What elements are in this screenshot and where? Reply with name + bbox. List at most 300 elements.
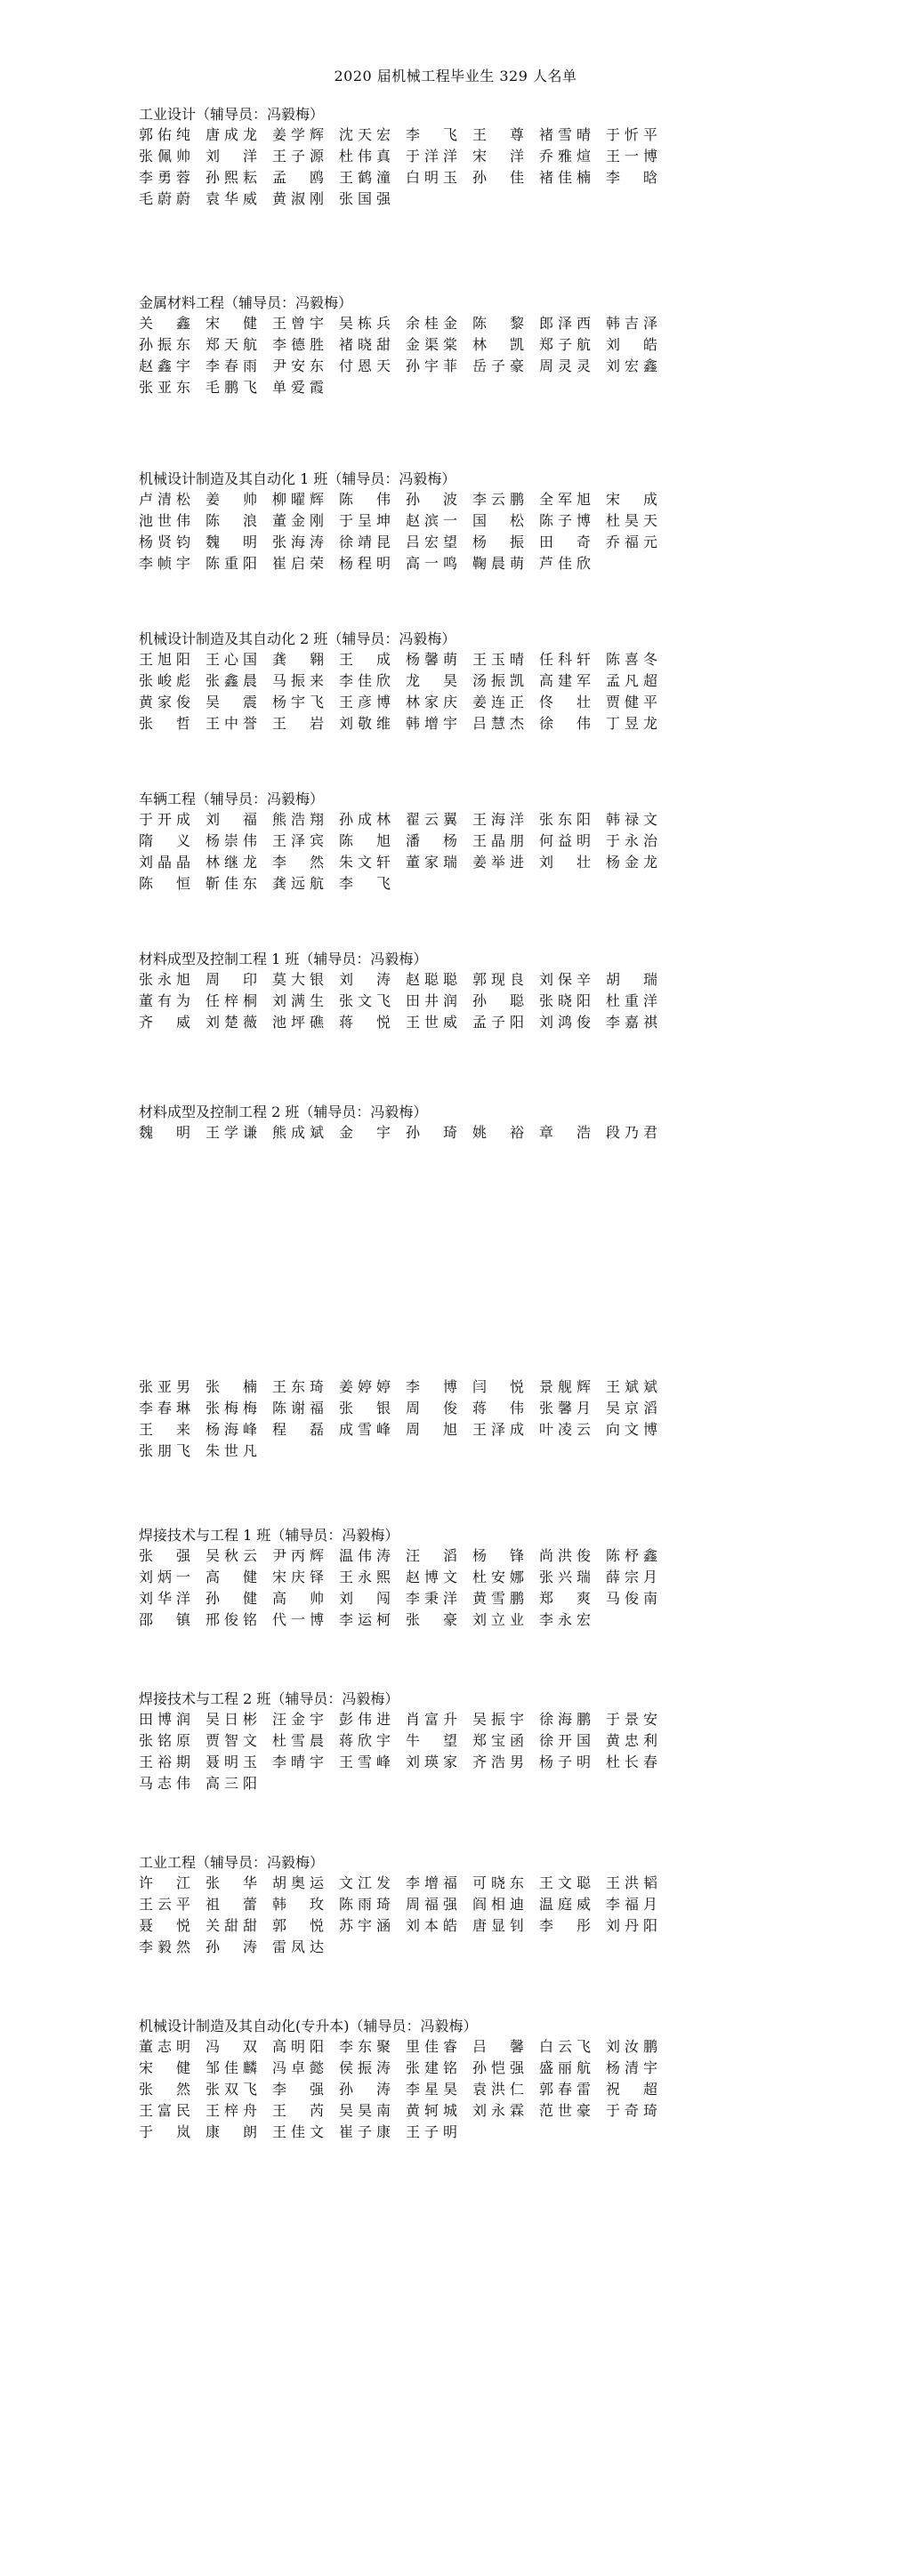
student-name: 张 豪 [406, 1611, 457, 1628]
student-name: 杜雪晨 [272, 1732, 324, 1749]
student-name: 杜重洋 [606, 992, 657, 1009]
student-name: 李佳欣 [339, 672, 391, 689]
student-name: 王永熙 [339, 1569, 391, 1585]
student-name: 吕 馨 [472, 2038, 524, 2055]
student-name: 林继龙 [206, 854, 257, 871]
student-name: 魏 明 [139, 1124, 190, 1141]
student-name: 靳佳东 [206, 875, 257, 892]
student-name: 张鑫晨 [206, 672, 257, 689]
student-name: 陈谢福 [272, 1400, 324, 1416]
student-name: 王云平 [139, 1896, 190, 1913]
student-name: 张东阳 [539, 811, 591, 828]
name-row [139, 713, 815, 734]
student-name: 王子源 [272, 148, 324, 165]
student-name: 袁华威 [206, 190, 257, 207]
student-name: 马俊南 [606, 1590, 657, 1607]
student-name: 杜长春 [606, 1753, 657, 1770]
name-row [139, 1773, 815, 1794]
student-name: 范世豪 [539, 2102, 591, 2119]
student-name: 刘保辛 [539, 971, 591, 988]
student-name: 里佳睿 [406, 2038, 457, 2055]
name-row [139, 1915, 815, 1937]
name-list-section [139, 1689, 815, 1794]
student-name: 宋 洋 [472, 148, 524, 165]
name-row [139, 334, 815, 356]
student-name: 陈雨琦 [339, 1896, 391, 1913]
student-name: 李德胜 [272, 336, 324, 353]
student-name: 肖富升 [406, 1711, 457, 1728]
student-name: 赵博文 [406, 1569, 457, 1585]
name-row [139, 1709, 815, 1730]
student-name: 可晓东 [472, 1874, 524, 1891]
student-name: 刘宏鑫 [606, 357, 657, 374]
student-name: 姜婷婷 [339, 1378, 391, 1395]
name-row [139, 1440, 815, 1462]
student-name: 鞠晨萌 [472, 555, 524, 572]
student-name: 褚佳楠 [539, 169, 591, 186]
student-name: 池世伟 [139, 512, 190, 529]
student-name: 刘瑛家 [406, 1753, 457, 1770]
student-name: 李星昊 [406, 2081, 457, 2098]
student-name: 张 楠 [206, 1378, 257, 1395]
student-name: 张双飞 [206, 2081, 257, 2098]
name-row [139, 692, 815, 713]
student-name: 李东聚 [339, 2038, 391, 2055]
student-name: 杜昊天 [606, 512, 657, 529]
name-list-section [139, 469, 815, 574]
student-name: 王彦博 [339, 694, 391, 710]
student-name: 郑宝函 [472, 1732, 524, 1749]
student-name: 尚洪俊 [539, 1547, 591, 1564]
student-name: 李云鹏 [472, 491, 524, 508]
student-name: 杜安娜 [472, 1569, 524, 1585]
student-name: 张 哲 [139, 715, 190, 732]
student-name: 孙 涛 [206, 1938, 257, 1955]
student-name: 杨子明 [539, 1753, 591, 1770]
student-name: 关甜甜 [206, 1917, 257, 1934]
student-name: 王佳文 [272, 2123, 324, 2140]
student-name: 周灵灵 [539, 357, 591, 374]
student-name: 王 来 [139, 1421, 190, 1438]
student-name: 韩禄文 [606, 811, 657, 828]
student-name: 王旭阳 [139, 651, 190, 668]
student-name: 韩增宇 [406, 715, 457, 732]
student-name: 张文飞 [339, 992, 391, 1009]
student-name: 乔福元 [606, 534, 657, 550]
student-name: 王 尊 [472, 126, 524, 143]
student-name: 张馨月 [539, 1400, 591, 1416]
student-name: 孙振东 [139, 336, 190, 353]
student-name: 刘满生 [272, 992, 324, 1009]
student-name: 唐显钊 [472, 1917, 524, 1934]
student-name: 孙 聪 [472, 992, 524, 1009]
student-name: 孙恺强 [472, 2059, 524, 2076]
name-row [139, 510, 815, 532]
student-name: 孙成林 [339, 811, 391, 828]
student-name: 王斌斌 [606, 1378, 657, 1395]
name-list-section [139, 2017, 815, 2143]
student-name: 孙宇菲 [406, 357, 457, 374]
student-name: 吴日彬 [206, 1711, 257, 1728]
student-name: 任科轩 [539, 651, 591, 668]
student-name: 于洋洋 [406, 148, 457, 165]
student-name: 刘 福 [206, 811, 257, 828]
student-name: 周 印 [206, 971, 257, 988]
student-name: 聂 悦 [139, 1917, 190, 1934]
student-name: 王洪韬 [606, 1874, 657, 1891]
name-list-section [139, 630, 815, 734]
student-name: 唐成龙 [206, 126, 257, 143]
student-name: 莫大银 [272, 971, 324, 988]
name-list-section [139, 950, 815, 1033]
student-name: 杨海峰 [206, 1421, 257, 1438]
student-name: 杨 振 [472, 534, 524, 550]
student-name: 齐 威 [139, 1014, 190, 1031]
student-name: 代一博 [272, 1611, 324, 1628]
name-row [139, 852, 815, 873]
student-name: 于忻平 [606, 126, 657, 143]
student-name: 黄淑刚 [272, 190, 324, 207]
student-name: 蒋 悦 [339, 1014, 391, 1031]
student-name: 陈喜冬 [606, 651, 657, 668]
student-name: 池坪礁 [272, 1014, 324, 1031]
student-name: 汤振凯 [472, 672, 524, 689]
student-name: 佟 壮 [539, 694, 591, 710]
student-name: 冯卓懿 [272, 2059, 324, 2076]
student-name: 王心国 [206, 651, 257, 668]
student-name: 蒋欣宇 [339, 1732, 391, 1749]
student-name: 周福强 [406, 1896, 457, 1913]
student-name: 张 然 [139, 2081, 190, 2098]
student-name: 魏 明 [206, 534, 257, 550]
student-name: 杨馨萌 [406, 651, 457, 668]
student-name: 张建铭 [406, 2059, 457, 2076]
name-list-section [139, 293, 815, 398]
student-name: 郑 爽 [539, 1590, 591, 1607]
student-name: 陈 恒 [139, 875, 190, 892]
student-name: 刘丹阳 [606, 1917, 657, 1934]
student-name: 祝 超 [606, 2081, 657, 2098]
name-row [139, 2100, 815, 2122]
student-name: 张永旭 [139, 971, 190, 988]
name-row [139, 809, 815, 831]
name-row [139, 831, 815, 852]
student-name: 王中誉 [206, 715, 257, 732]
student-name: 吴栋兵 [339, 315, 391, 332]
student-name: 张 强 [139, 1547, 190, 1564]
student-name: 翟云翼 [406, 811, 457, 828]
student-name: 侯振涛 [339, 2059, 391, 2076]
student-name: 李勇蓉 [139, 169, 190, 186]
student-name: 杨 锋 [472, 1547, 524, 1564]
student-name: 田 奇 [539, 534, 591, 550]
student-name: 刘 壮 [539, 854, 591, 871]
student-name: 刘 皓 [606, 336, 657, 353]
student-name: 高 帅 [272, 1590, 324, 1607]
student-name: 徐 伟 [539, 715, 591, 732]
student-name: 于开成 [139, 811, 190, 828]
name-row [139, 124, 815, 146]
student-name: 周 旭 [406, 1421, 457, 1438]
name-row [139, 146, 815, 167]
student-name: 李春琳 [139, 1400, 190, 1416]
student-name: 赵聪聪 [406, 971, 457, 988]
student-name: 马振来 [272, 672, 324, 689]
student-name: 程 磊 [272, 1421, 324, 1438]
student-name: 姚 裕 [472, 1124, 524, 1141]
student-name: 王 芮 [272, 2102, 324, 2119]
student-name: 朱文轩 [339, 854, 391, 871]
student-name: 王 成 [339, 651, 391, 668]
name-row [139, 1419, 815, 1440]
student-name: 金 宇 [339, 1124, 391, 1141]
student-name: 陈 旭 [339, 832, 391, 849]
student-name: 黄雪鹏 [472, 1590, 524, 1607]
student-name: 王梓舟 [206, 2102, 257, 2119]
student-name: 毛鹏飞 [206, 379, 257, 396]
student-name: 李晴宇 [272, 1753, 324, 1770]
student-name: 赵鑫宇 [139, 357, 190, 374]
name-row [139, 189, 815, 210]
student-name: 杜伟真 [339, 148, 391, 165]
student-name: 陈 黎 [472, 315, 524, 332]
student-name: 邢俊铭 [206, 1611, 257, 1628]
student-name: 张亚男 [139, 1378, 190, 1395]
name-row [139, 2122, 815, 2143]
student-name: 王雪峰 [339, 1753, 391, 1770]
name-list-section [139, 790, 815, 895]
student-name: 杨崇伟 [206, 832, 257, 849]
student-name: 刘华洋 [139, 1590, 190, 1607]
student-name: 温庭威 [539, 1896, 591, 1913]
student-name: 沈天宏 [339, 126, 391, 143]
name-row [139, 489, 815, 510]
student-name: 张铭原 [139, 1732, 190, 1749]
name-row [139, 873, 815, 895]
student-name: 褚雪晴 [539, 126, 591, 143]
student-name: 张梅梅 [206, 1400, 257, 1416]
student-name: 贾智文 [206, 1732, 257, 1749]
name-row [139, 1752, 815, 1773]
student-name: 单爱霞 [272, 379, 324, 396]
name-row [139, 1609, 815, 1631]
student-name: 李秉洋 [406, 1590, 457, 1607]
section-heading: 材料成型及控制工程 1 班（辅导员：冯毅梅） [139, 951, 428, 967]
student-name: 刘敬维 [339, 715, 391, 732]
student-name: 尹安东 [272, 357, 324, 374]
student-name: 雷凤达 [272, 1938, 324, 1955]
name-list-section [139, 1376, 815, 1462]
student-name: 尹丙辉 [272, 1547, 324, 1564]
student-name: 阎相迪 [472, 1896, 524, 1913]
student-name: 郑子航 [539, 336, 591, 353]
name-list-section [139, 105, 815, 210]
student-name: 邵 镇 [139, 1611, 190, 1628]
student-name: 姜举进 [472, 854, 524, 871]
name-list-section [139, 1103, 815, 1144]
student-name: 郭现良 [472, 971, 524, 988]
student-name: 林家庆 [406, 694, 457, 710]
student-name: 郭佑纯 [139, 126, 190, 143]
student-name: 孙 波 [406, 491, 457, 508]
student-name: 王玉晴 [472, 651, 524, 668]
name-row [139, 356, 815, 377]
student-name: 毛蔚蔚 [139, 190, 190, 207]
student-name: 吴京滔 [606, 1400, 657, 1416]
student-name: 全军旭 [539, 491, 591, 508]
student-name: 徐海鹏 [539, 1711, 591, 1728]
student-name: 王泽宾 [272, 832, 324, 849]
student-name: 孙 涛 [339, 2081, 391, 2098]
student-name: 李 彤 [539, 1917, 591, 1934]
student-name: 于呈坤 [339, 512, 391, 529]
student-name: 陈杼鑫 [606, 1547, 657, 1564]
student-name: 郭 悦 [272, 1917, 324, 1934]
student-name: 王曾宇 [272, 315, 324, 332]
student-name: 祖 蕾 [206, 1896, 257, 1913]
student-name: 何益明 [539, 832, 591, 849]
student-name: 张峻彪 [139, 672, 190, 689]
student-name: 高明阳 [272, 2038, 324, 2055]
student-name: 董志明 [139, 2038, 190, 2055]
student-name: 张 银 [339, 1400, 391, 1416]
name-row [139, 1873, 815, 1894]
student-name: 姜学辉 [272, 126, 324, 143]
student-name: 齐浩男 [472, 1753, 524, 1770]
student-name: 刘汝鹏 [606, 2038, 657, 2055]
student-name: 叶凌云 [539, 1421, 591, 1438]
student-name: 李 强 [272, 2081, 324, 2098]
name-row [139, 2079, 815, 2100]
name-row [139, 1588, 815, 1609]
student-name: 刘 洋 [206, 148, 257, 165]
student-name: 刘鸿俊 [539, 1014, 591, 1031]
student-name: 吴昊南 [339, 2102, 391, 2119]
student-name: 邹佳麟 [206, 2059, 257, 2076]
name-row [139, 532, 815, 553]
student-name: 聂明玉 [206, 1753, 257, 1770]
student-name: 李春雨 [206, 357, 257, 374]
student-name: 孙 健 [206, 1590, 257, 1607]
student-name: 李福月 [606, 1896, 657, 1913]
name-row [139, 991, 815, 1012]
student-name: 李帧宇 [139, 555, 190, 572]
student-name: 袁洪仁 [472, 2081, 524, 2098]
student-name: 丁昱龙 [606, 715, 657, 732]
student-name: 王子明 [406, 2123, 457, 2140]
student-name: 张朋飞 [139, 1442, 190, 1459]
student-name: 柳曜辉 [272, 491, 324, 508]
student-name: 胡 瑞 [606, 971, 657, 988]
student-name: 孙熙耘 [206, 169, 257, 186]
student-name: 张兴瑞 [539, 1569, 591, 1585]
student-name: 于永治 [606, 832, 657, 849]
student-name: 王海洋 [472, 811, 524, 828]
section-heading: 工业设计（辅导员：冯毅梅） [139, 106, 325, 123]
student-name: 刘晶晶 [139, 854, 190, 871]
student-name: 王世威 [406, 1014, 457, 1031]
student-name: 张国强 [339, 190, 391, 207]
student-name: 高建军 [539, 672, 591, 689]
section-heading: 机械设计制造及其自动化 2 班（辅导员：冯毅梅） [139, 630, 456, 647]
student-name: 吴振宇 [472, 1711, 524, 1728]
student-name: 董有为 [139, 992, 190, 1009]
name-row [139, 1376, 815, 1398]
name-row [139, 649, 815, 670]
student-name: 李 然 [272, 854, 324, 871]
student-name: 段乃君 [606, 1124, 657, 1141]
student-name: 刘 涛 [339, 971, 391, 988]
student-name: 吕慧杰 [472, 715, 524, 732]
student-name: 李增福 [406, 1874, 457, 1891]
name-row [139, 2058, 815, 2079]
student-name: 于景安 [606, 1711, 657, 1728]
name-row [139, 313, 815, 334]
student-name: 章 浩 [539, 1124, 591, 1141]
student-name: 刘本皓 [406, 1917, 457, 1934]
section-heading: 材料成型及控制工程 2 班（辅导员：冯毅梅） [139, 1103, 428, 1120]
student-name: 李运柯 [339, 1611, 391, 1628]
student-name: 孙 琦 [406, 1124, 457, 1141]
student-name: 任梓桐 [206, 992, 257, 1009]
student-name: 熊成斌 [272, 1124, 324, 1141]
student-name: 王富民 [139, 2102, 190, 2119]
student-name: 吕宏望 [406, 534, 457, 550]
student-name: 龙 昊 [406, 672, 457, 689]
student-name: 林 凯 [472, 336, 524, 353]
name-row [139, 1012, 815, 1033]
student-name: 黄轲城 [406, 2102, 457, 2119]
student-name: 杨金龙 [606, 854, 657, 871]
student-name: 郑天航 [206, 336, 257, 353]
document-title: 2020 届机械工程毕业生 329 人名单 [334, 68, 577, 84]
student-name: 高 健 [206, 1569, 257, 1585]
name-row [139, 670, 815, 692]
student-name: 于 岚 [139, 2123, 190, 2140]
section-heading: 工业工程（辅导员：冯毅梅） [139, 1854, 325, 1871]
name-list-section [139, 1853, 815, 1958]
student-name: 李永宏 [539, 1611, 591, 1628]
student-name: 盛丽航 [539, 2059, 591, 2076]
student-name: 陈 伟 [339, 491, 391, 508]
student-name: 金渠棠 [406, 336, 457, 353]
student-name: 黄忠利 [606, 1732, 657, 1749]
student-name: 崔子康 [339, 2123, 391, 2140]
student-name: 朱世凡 [206, 1442, 257, 1459]
student-name: 温伟涛 [339, 1547, 391, 1564]
student-name: 孟 鸥 [272, 169, 324, 186]
student-name: 宋 成 [606, 491, 657, 508]
student-name: 胡奥运 [272, 1874, 324, 1891]
student-name: 景舰辉 [539, 1378, 591, 1395]
name-row [139, 969, 815, 991]
student-name: 郎泽西 [539, 315, 591, 332]
student-name: 王晶朋 [472, 832, 524, 849]
student-name: 刘楚薇 [206, 1014, 257, 1031]
student-name: 龚 翱 [272, 651, 324, 668]
student-name: 白云飞 [539, 2038, 591, 2055]
section-heading: 焊接技术与工程 2 班（辅导员：冯毅梅） [139, 1690, 399, 1707]
student-name: 马志伟 [139, 1775, 190, 1792]
name-row [139, 2036, 815, 2058]
student-name: 王 岩 [272, 715, 324, 732]
student-name: 徐开国 [539, 1732, 591, 1749]
student-name: 王东琦 [272, 1378, 324, 1395]
student-name: 向文博 [606, 1421, 657, 1438]
student-name: 刘永霖 [472, 2102, 524, 2119]
student-name: 韩吉泽 [606, 315, 657, 332]
student-name: 刘立业 [472, 1611, 524, 1628]
